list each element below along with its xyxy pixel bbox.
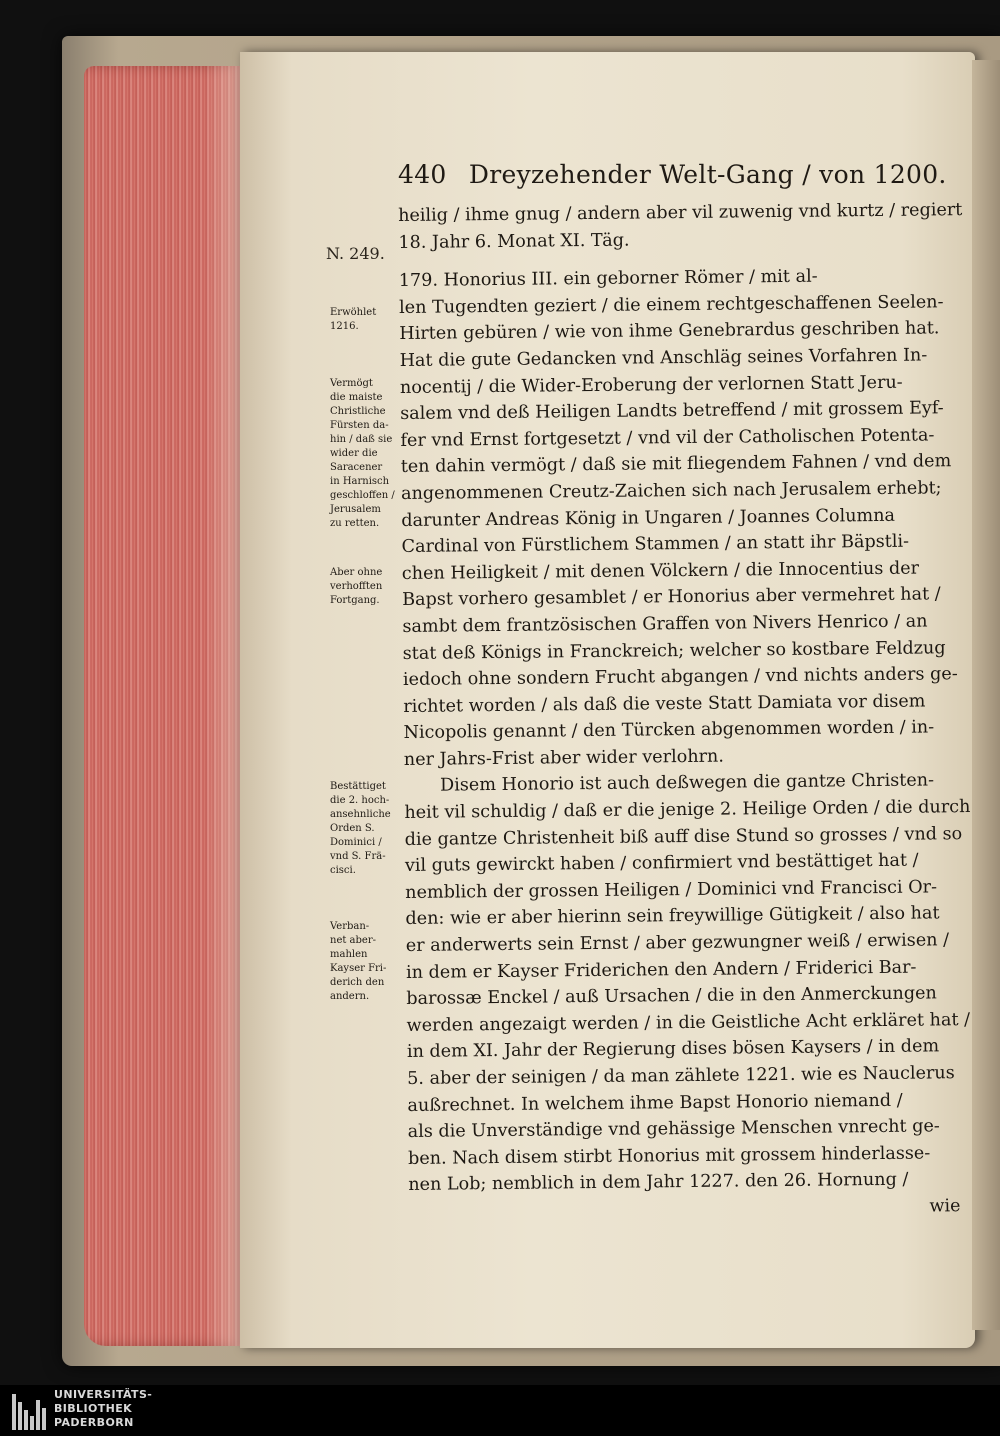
facing-page-edge [972,60,1000,1330]
margin-note-line: Kayser Fri- [330,963,387,974]
text-line: Hat die gute Gedancken vnd Anschläg seines Vorfahren In- [399,345,928,371]
text-line: ben. Nach disem stirbt Honorius mit grossem hinderlasse- [407,1143,931,1169]
margin-note-line: vnd S. Frä- [330,851,386,862]
margin-note-line: Saracener [330,462,383,473]
text-line: die gantze Christenheit biß auff dise Stund so grosses / vnd so [404,823,963,850]
margin-note-progress [330,566,400,608]
text-line: chen Heiligkeit / mit denen Völckern / die Innocentius der [401,558,920,584]
margin-note-line: Aber ohne [330,567,383,578]
margin-note-line: Orden S. [330,823,375,834]
text-line: nen Lob; nemblich in dem Jahr 1227. den 26. Hornung / [408,1170,909,1196]
margin-note-princes [330,377,400,531]
margin-note-line: Jerusalem [330,504,381,515]
text-line: außrechnet. In welchem ihme Bapst Honorio niemand / [407,1090,903,1116]
text-line: Hirten gebüren / wie von ihme Genebrardus geschriben hat. [399,318,940,345]
text-line: Nicopolis genannt / den Türcken abgenommen worden / in- [403,717,935,744]
text-line: Cardinal von Fürstlichem Stammen / an statt ihr Bäpstli- [401,531,910,558]
text-line: in dem er Kayser Friderichen den Andern / Friderici Bar- [405,957,917,983]
margin-note-line: net aber- [330,935,376,946]
red-page-edges [84,66,244,1346]
text-line: fer vnd Ernst fortgesetzt / vnd vil der Catholischen Potenta- [400,425,935,451]
page-number: 440 [398,160,447,189]
text-line: er anderwerts sein Ernst / aber gezwungner weiß / erwisen / [405,930,950,956]
margin-note-line: wider die [330,448,378,459]
text-line: darunter Andreas König in Ungaren / Joannes Columna [401,505,896,531]
body-text [398,197,971,1225]
text-line: 18. Jahr 6. Monat XI. Täg. [398,230,630,253]
margin-note-line: die maiste [330,392,383,403]
margin-note-line: die 2. hoch- [330,795,390,806]
margin-note-elected [330,306,400,334]
margin-note-line: mahlen [330,949,368,960]
text-line: heit vil schuldig / daß er die jenige 2. Heilige Orden / die durch [404,797,971,824]
text-line: den: wie er aber hierinn sein freywillige Gütigkeit / also hat [405,903,940,930]
library-logo-icon [12,1392,48,1430]
text-line-paragraph-start: 179. Honorius III. ein geborner Römer / mit al- [398,266,818,292]
library-name-line: BIBLIOTHEK [54,1402,133,1415]
text-line: stat deß Königs in Franckreich; welcher so kostbare Feldzug [402,637,946,664]
footer-bar [0,1385,1000,1436]
text-line: werden angezaigt werden / in die Geistliche Acht erkläret hat / [406,1009,971,1036]
margin-note-line: Dominici / [330,837,382,848]
margin-note-line: andern. [330,991,370,1002]
margin-note-line: ansehnliche [330,809,391,820]
text-line: iedoch ohne sondern Frucht abgangen / vnd nichts anders ge- [402,664,958,691]
text-line-paragraph-start: Disem Honorio ist auch deßwegen die gantze Christen- [440,770,935,797]
library-name-line: PADERBORN [54,1416,134,1429]
text-line: ner Jahrs-Frist aber wider verlohrn. [403,746,725,770]
margin-note-line: verhofften [330,581,383,592]
text-line: ten dahin vermögt / daß sie mit fliegendem Fahnen / vnd dem [400,451,952,478]
text-line: heilig / ihme gnug / andern aber vil zuwenig vnd kurtz / regiert [398,200,963,226]
margin-note-line: Christliche [330,406,386,417]
library-name-line: UNIVERSITÄTS- [54,1388,153,1401]
margin-note-line: Verban- [330,921,370,932]
margin-note-line: 1216. [330,321,359,332]
margin-note-line: Fortgang. [330,595,380,606]
running-header [398,160,947,189]
margin-note-line: Fürsten da- [330,420,389,431]
text-line: 5. aber der seinigen / da man zählete 1221. wie es Nauclerus [407,1063,955,1089]
margin-note-line: Erwöhlet [330,307,377,318]
text-line: richtet worden / als daß die veste Statt Damiata vor disem [403,691,926,717]
margin-note-line: geschloffen / [330,490,395,501]
library-name [54,1388,152,1430]
text-line: als die Unverständige vnd gehässige Menschen vnrecht ge- [407,1116,940,1143]
text-line: barossæ Enckel / auß Ursachen / die in den Anmerckungen [406,983,937,1010]
text-line: salem vnd deß Heiligen Landts betreffend / mit grossem Eyf- [400,398,944,425]
margin-note-line: derich den [330,977,385,988]
margin-note-line: Bestättiget [330,781,386,792]
text-line: angenommenen Creutz-Zaichen sich nach Jerusalem erhebt; [400,478,942,504]
margin-note-banned [330,920,400,1004]
text-line: in dem XI. Jahr der Regierung dises bösen Kaysers / in dem [406,1036,940,1063]
catchword: wie [929,1196,961,1217]
margin-note-orders [330,780,400,878]
text-line: nemblich der grossen Heiligen / Dominici vnd Francisci Or- [405,877,938,903]
margin-note-line: in Harnisch [330,476,390,487]
text-line: len Tugendten geziert / die einem rechtgeschaffenen Seelen- [398,292,944,318]
margin-note-line: hin / daß sie [330,434,393,445]
text-line: Bapst vorhero gesamblet / er Honorius aber vermehret hat / [402,584,941,611]
margin-note-line: zu retten. [330,518,380,529]
margin-note-line: Vermögt [330,378,373,389]
text-line: sambt dem frantzösischen Graffen von Nivers Henrico / an [402,611,928,637]
margin-note-line: cisci. [330,865,356,876]
text-line: nocentij / die Wider-Eroberung der verlornen Statt Jeru- [399,372,903,398]
marginal-number: N. 249. [326,244,385,263]
running-head-title: Dreyzehender Welt-Gang / von 1200. [468,160,947,189]
text-line: vil guts gewirckt haben / confirmiert vnd bestättiget hat / [404,850,919,877]
